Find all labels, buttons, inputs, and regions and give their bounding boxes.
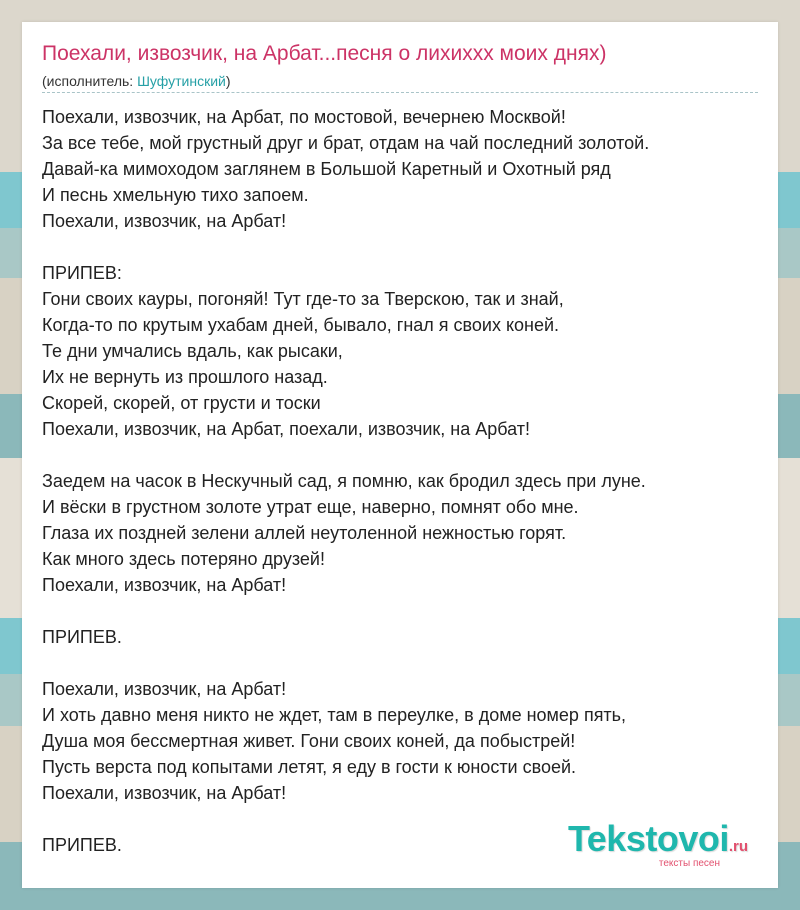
lyrics-blank-line bbox=[42, 234, 762, 260]
lyrics-line: Поехали, извозчик, на Арбат, поехали, извозчик, на Арбат! bbox=[42, 419, 531, 439]
logo-name: Tekstovoi bbox=[567, 818, 729, 859]
lyrics-line: Гони своих кауры, погоняй! Тут где-то за Тверскою, так и знай, bbox=[42, 289, 564, 309]
lyrics-line: Пусть верста под копытами летят, я еду в гости к юности своей. bbox=[42, 757, 577, 777]
lyrics-line: Поехали, извозчик, на Арбат! bbox=[42, 575, 287, 595]
lyrics-line: Заедем на часок в Нескучный сад, я помню, как бродил здесь при луне. bbox=[42, 471, 646, 491]
title-divider bbox=[42, 92, 758, 93]
performer-prefix: (исполнитель: bbox=[42, 73, 138, 89]
lyrics-line: Поехали, извозчик, на Арбат! bbox=[42, 679, 287, 699]
site-logo[interactable] bbox=[567, 818, 748, 869]
lyrics-line: ПРИПЕВ. bbox=[42, 627, 122, 647]
performer-line bbox=[42, 73, 231, 89]
lyrics-line: Поехали, извозчик, на Арбат, по мостовой, вечернею Москвой! bbox=[42, 107, 566, 127]
lyrics-line: За все тебе, мой грустный друг и брат, отдам на чай последний золотой. bbox=[42, 133, 650, 153]
performer-link[interactable]: Шуфутинский bbox=[137, 73, 226, 89]
lyrics-line: Поехали, извозчик, на Арбат! bbox=[42, 783, 287, 803]
lyrics-line: Когда-то по крутым ухабам дней, бывало, гнал я своих коней. bbox=[42, 315, 560, 335]
lyrics-blank-line bbox=[42, 442, 762, 468]
lyrics-line: ПРИПЕВ: bbox=[42, 263, 122, 283]
lyrics-line: И хоть давно меня никто не ждет, там в переулке, в доме номер пять, bbox=[42, 705, 627, 725]
lyrics-line: И вёски в грустном золоте утрат еще, наверно, помнят обо мне. bbox=[42, 497, 579, 517]
lyrics-line: Глаза их поздней зелени аллей неутоленной нежностью горят. bbox=[42, 523, 567, 543]
song-title: Поехали, извозчик, на Арбат...песня о лихиххх моих днях) bbox=[42, 42, 607, 65]
performer-suffix: ) bbox=[225, 73, 231, 89]
lyrics-line: Давай-ка мимоходом заглянем в Большой Каретный и Охотный ряд bbox=[42, 159, 611, 179]
logo-tagline: тексты песен bbox=[658, 858, 720, 869]
lyrics-blank-line bbox=[42, 650, 762, 676]
lyrics-line: Поехали, извозчик, на Арбат! bbox=[42, 211, 287, 231]
lyrics-line: Те дни умчались вдаль, как рысаки, bbox=[42, 341, 343, 361]
lyrics-line: И песнь хмельную тихо запоем. bbox=[42, 185, 309, 205]
lyrics-line: ПРИПЕВ. bbox=[42, 835, 122, 855]
lyrics-line: Их не вернуть из прошлого назад. bbox=[42, 367, 328, 387]
lyrics-blank-line bbox=[42, 598, 762, 624]
lyrics-text bbox=[42, 104, 762, 858]
lyrics-line: Скорей, скорей, от грусти и тоски bbox=[42, 393, 321, 413]
logo-tld: .ru bbox=[728, 838, 748, 855]
lyrics-line: Душа моя бессмертная живет. Гони своих коней, да побыстрей! bbox=[42, 731, 576, 751]
lyrics-card bbox=[22, 22, 778, 888]
lyrics-line: Как много здесь потеряно друзей! bbox=[42, 549, 325, 569]
